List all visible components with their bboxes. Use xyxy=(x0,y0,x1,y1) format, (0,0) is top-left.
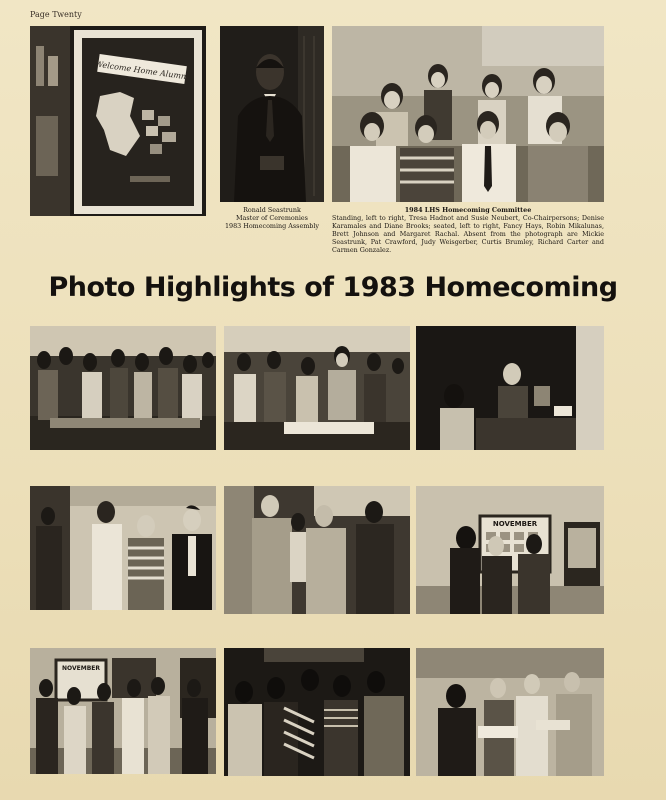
photo-homecoming-committee xyxy=(332,26,604,202)
photo-hallway-gathering xyxy=(30,648,216,774)
board-text-1: NOVEMBER xyxy=(492,520,538,528)
caption-mc-role: Master of Ceremonies xyxy=(236,214,308,222)
photo-registration-crowd xyxy=(30,326,216,450)
caption-mc-event: 1983 Homecoming Assembly xyxy=(224,222,320,230)
photo-master-of-ceremonies xyxy=(220,26,324,202)
caption-committee-body: Standing, left to right, Tresa Hadnot and Susie Neubert, Co-Chairpersons; Denise Karamales and Diane Brooks; seated, left to right, Fancy Hays, Robin Mikalunas, Brett Johnson and Margaret Rachal. Absent from the photograph are Mickie Seastrunk, Pat Crawford, Judy Weisgerber, Curtis Brumley, Richard Carter and Carmen Gonzalez. xyxy=(332,214,604,254)
photo-reception-crowd xyxy=(224,648,410,776)
board-text-2: NOVEMBER xyxy=(62,665,100,672)
caption-master-of-ceremonies xyxy=(220,206,324,230)
photo-reading-program xyxy=(416,648,604,776)
caption-committee xyxy=(332,206,604,254)
banner-text: Welcome Home Alumni xyxy=(94,59,190,82)
page-headline: Photo Highlights of 1983 Homecoming xyxy=(48,272,618,303)
photo-sign-in-table xyxy=(416,326,604,450)
photo-november-board-visitors xyxy=(416,486,604,614)
photo-couple-greeting xyxy=(30,486,216,610)
photo-men-conversing xyxy=(224,486,410,614)
photo-alumni-tables xyxy=(224,326,410,450)
photo-bulletin-board xyxy=(30,26,206,216)
caption-mc-name: Ronald Seastrunk xyxy=(243,206,301,214)
caption-committee-title: 1984 LHS Homecoming Committee xyxy=(404,206,532,214)
page-number-label: Page Twenty xyxy=(30,10,82,19)
